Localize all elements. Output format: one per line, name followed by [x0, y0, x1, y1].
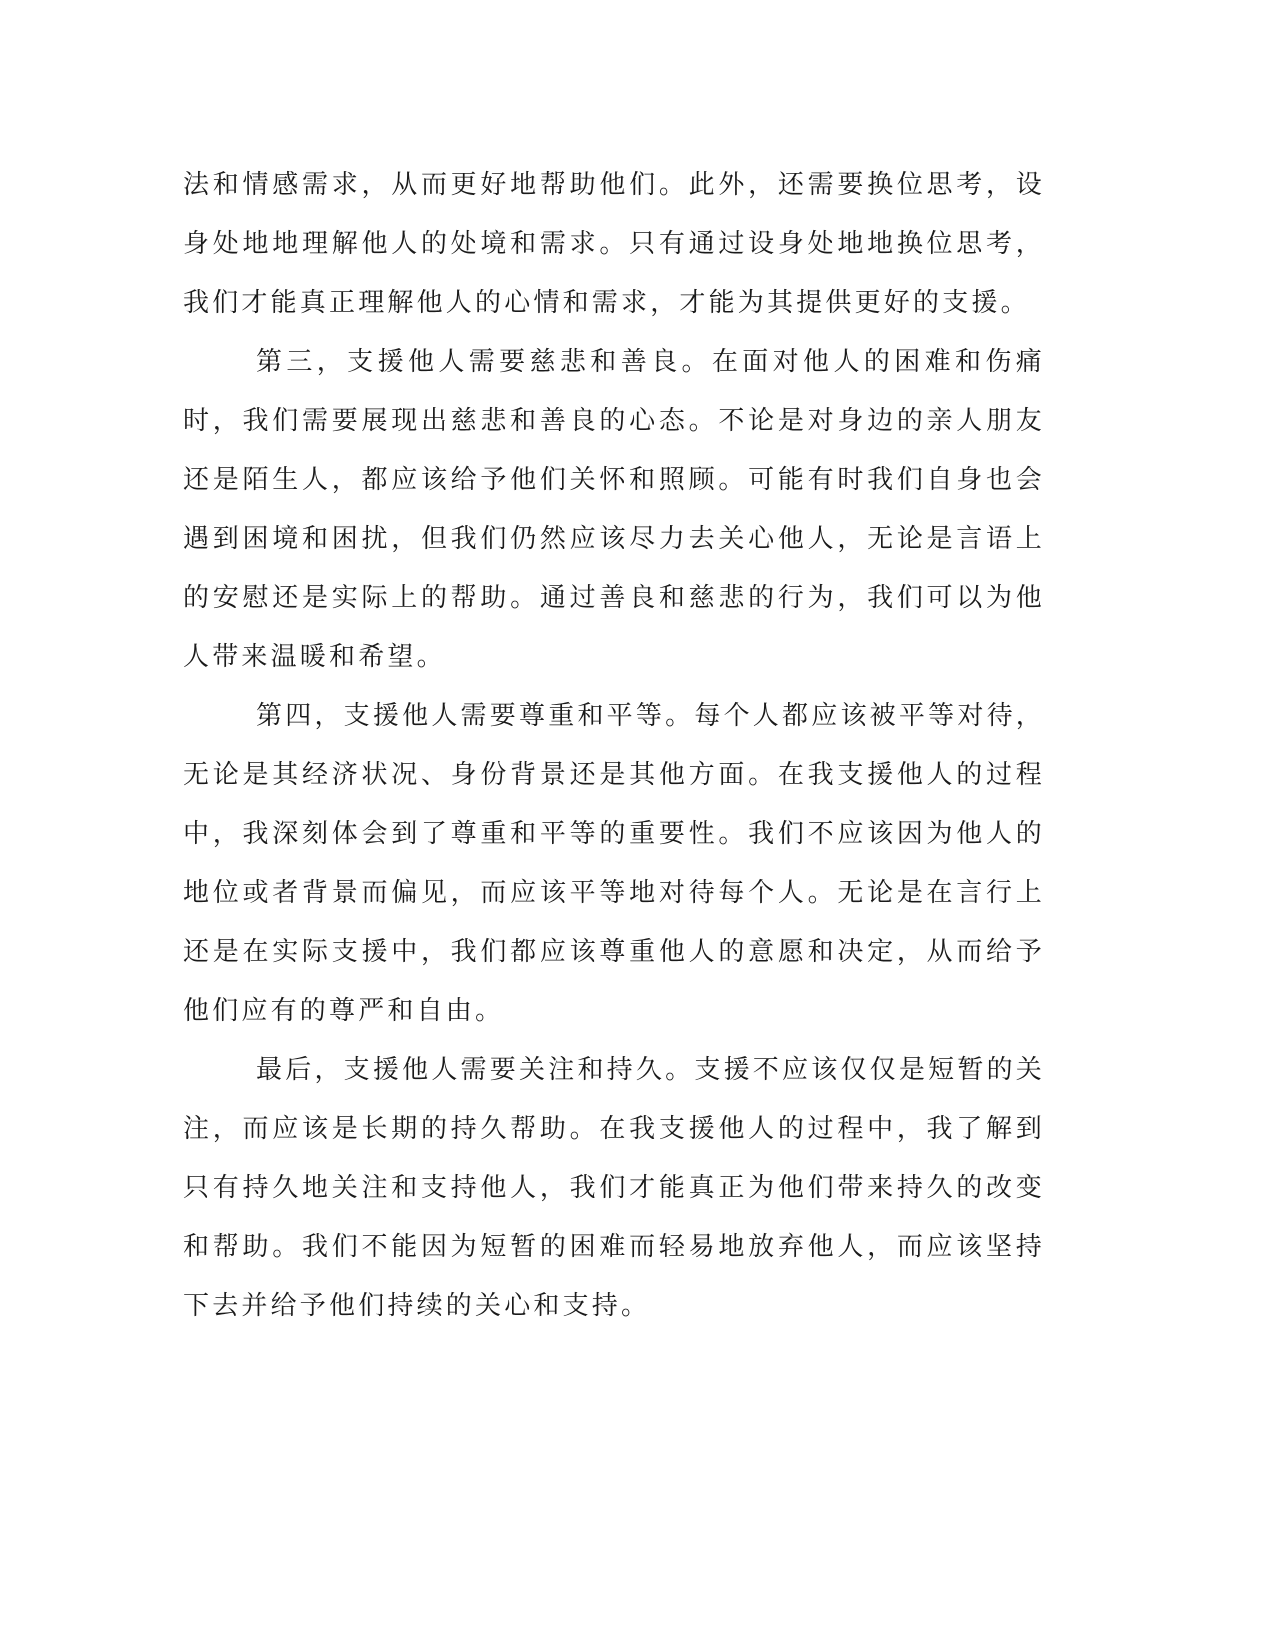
- document-body: [183, 156, 1045, 1336]
- paragraph-continuation: 法和情感需求，从而更好地帮助他们。此外，还需要换位思考，设身处地地理解他人的处境和需求。只有通过设身处地地换位思考，我们才能真正理解他人的心情和需求，才能为其提供更好的支援。: [183, 170, 1045, 318]
- paragraph-third-point: 第三，支援他人需要慈悲和善良。在面对他人的困难和伤痛时，我们需要展现出慈悲和善良的心态。不论是对身边的亲人朋友还是陌生人，都应该给予他们关怀和照顾。可能有时我们自身也会遇到困境和困扰，但我们仍然应该尽力去关心他人，无论是言语上的安慰还是实际上的帮助。通过善良和慈悲的行为，我们可以为他人带来温暖和希望。: [183, 347, 1045, 672]
- paragraph-fourth-point: 第四，支援他人需要尊重和平等。每个人都应该被平等对待，无论是其经济状况、身份背景还是其他方面。在我支援他人的过程中，我深刻体会到了尊重和平等的重要性。我们不应该因为他人的地位或者背景而偏见，而应该平等地对待每个人。无论是在言行上还是在实际支援中，我们都应该尊重他人的意愿和决定，从而给予他们应有的尊严和自由。: [183, 701, 1045, 1026]
- paragraph-final-point: 最后，支援他人需要关注和持久。支援不应该仅仅是短暂的关注，而应该是长期的持久帮助。在我支援他人的过程中，我了解到只有持久地关注和支持他人，我们才能真正为他们带来持久的改变和帮助。我们不能因为短暂的困难而轻易地放弃他人，而应该坚持下去并给予他们持续的关心和支持。: [183, 1055, 1045, 1321]
